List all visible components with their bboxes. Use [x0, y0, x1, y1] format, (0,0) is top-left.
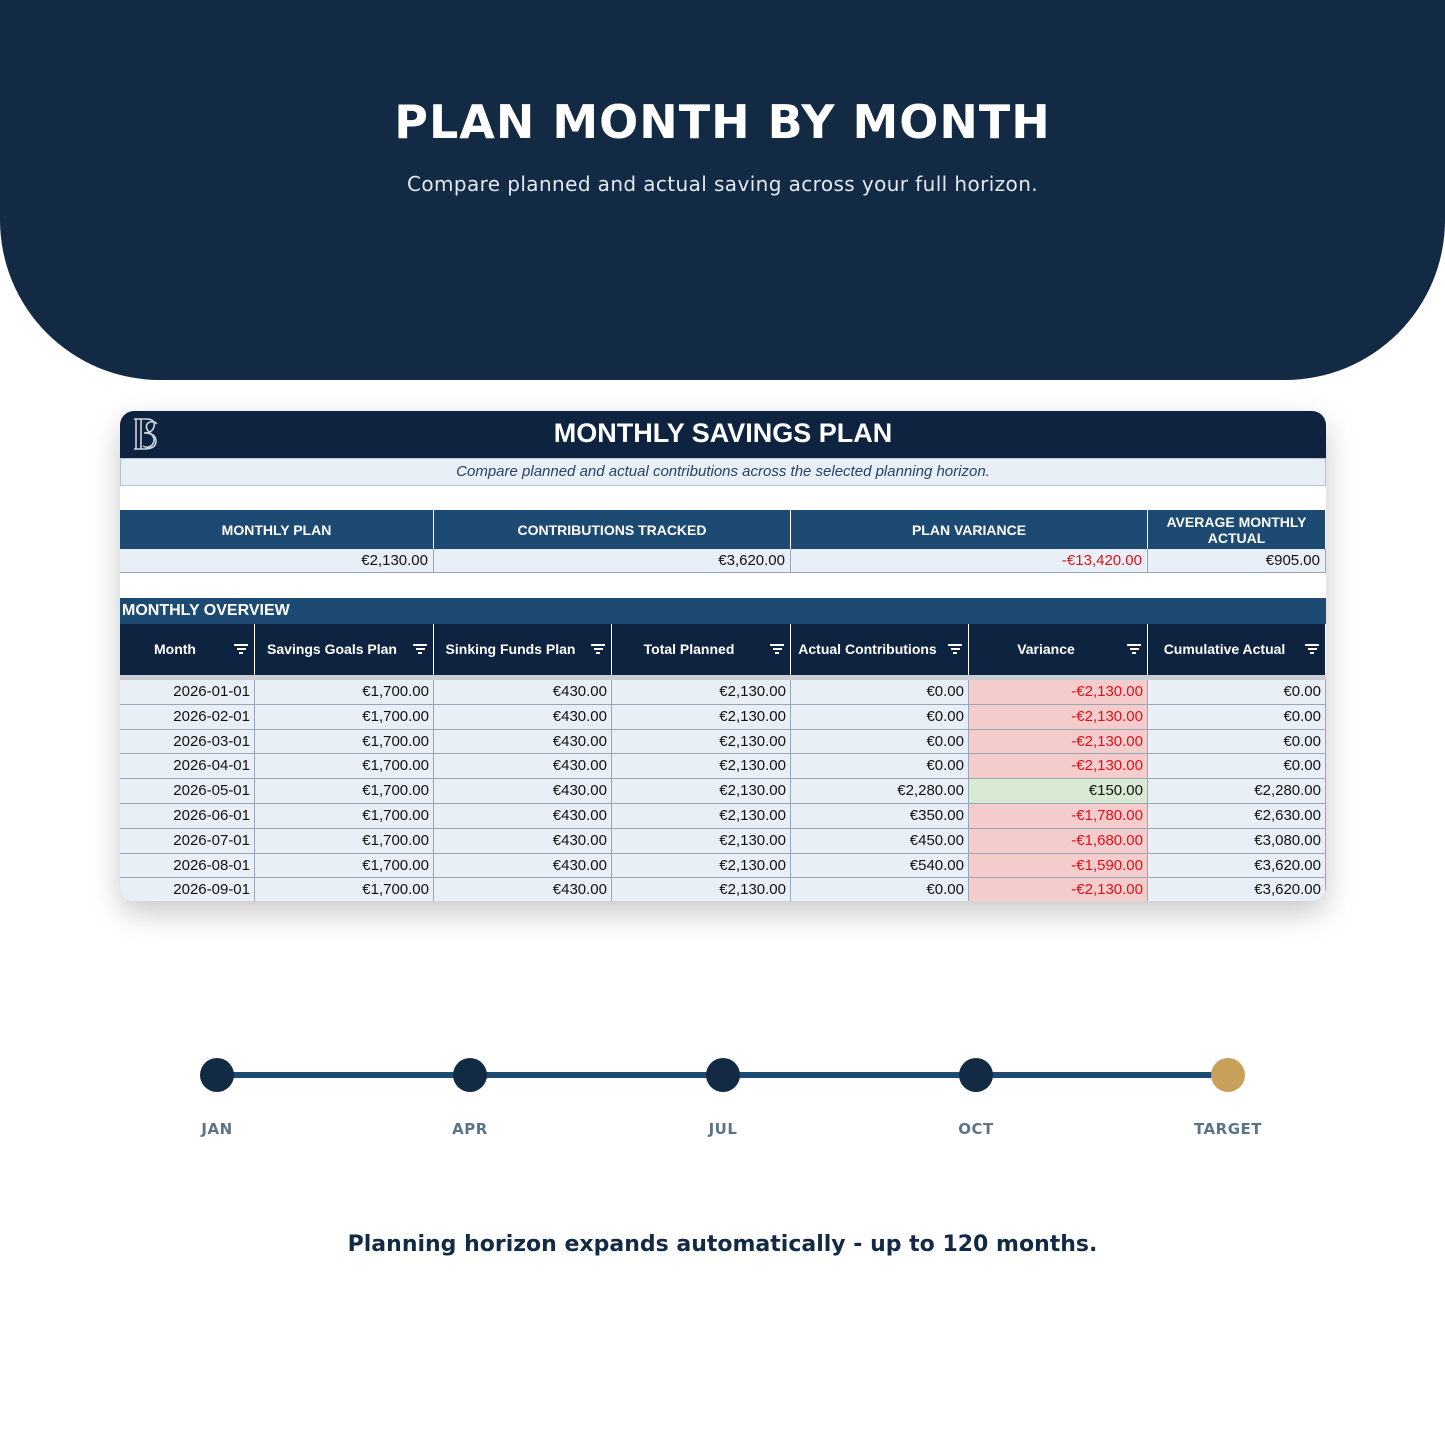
table-row — [120, 804, 1326, 829]
kpi-value-average-monthly-actual[interactable]: €905.00 — [1148, 549, 1326, 573]
cell-cumulative-actual[interactable]: €2,630.00 — [1148, 804, 1326, 829]
cell-sinking-funds-plan[interactable]: €430.00 — [434, 878, 612, 901]
timeline-dot-target — [1211, 1058, 1245, 1092]
timeline-label-target: TARGET — [1193, 1120, 1263, 1138]
filter-icon[interactable] — [948, 644, 962, 655]
cell-total-planned[interactable]: €2,130.00 — [612, 730, 791, 755]
cell-variance[interactable]: -€1,680.00 — [969, 829, 1148, 854]
cell-total-planned[interactable]: €2,130.00 — [612, 878, 791, 901]
kpi-value-contributions-tracked[interactable]: €3,620.00 — [434, 549, 791, 573]
column-header-label: Variance — [1017, 641, 1075, 657]
column-header-month[interactable] — [120, 624, 255, 675]
planning-timeline — [0, 1050, 1445, 1160]
cell-savings-goals-plan[interactable]: €1,700.00 — [255, 804, 434, 829]
cell-savings-goals-plan[interactable]: €1,700.00 — [255, 705, 434, 730]
sheet-subtitle: Compare planned and actual contributions across the selected planning horizon. — [120, 458, 1326, 486]
sheet-header — [120, 411, 1326, 458]
cell-actual-contributions[interactable]: €0.00 — [791, 730, 969, 755]
table-row — [120, 754, 1326, 779]
cell-savings-goals-plan[interactable]: €1,700.00 — [255, 730, 434, 755]
cell-month[interactable]: 2026-03-01 — [120, 730, 255, 755]
cell-savings-goals-plan[interactable]: €1,700.00 — [255, 680, 434, 705]
cell-sinking-funds-plan[interactable]: €430.00 — [434, 804, 612, 829]
filter-icon[interactable] — [1305, 644, 1319, 655]
cell-total-planned[interactable]: €2,130.00 — [612, 705, 791, 730]
cell-variance[interactable]: -€1,780.00 — [969, 804, 1148, 829]
cell-month[interactable]: 2026-08-01 — [120, 854, 255, 879]
kpi-value-plan-variance[interactable]: -€13,420.00 — [791, 549, 1148, 573]
column-header-savings-goals-plan[interactable] — [255, 624, 434, 675]
cell-month[interactable]: 2026-04-01 — [120, 754, 255, 779]
hero-title: PLAN MONTH BY MONTH — [394, 95, 1051, 149]
table-row — [120, 705, 1326, 730]
filter-icon[interactable] — [591, 644, 605, 655]
cell-total-planned[interactable]: €2,130.00 — [612, 854, 791, 879]
table-row — [120, 730, 1326, 755]
cell-month[interactable]: 2026-01-01 — [120, 680, 255, 705]
sheet-title: MONTHLY SAVINGS PLAN — [553, 418, 893, 448]
cell-variance[interactable]: -€2,130.00 — [969, 730, 1148, 755]
cell-sinking-funds-plan[interactable]: €430.00 — [434, 854, 612, 879]
hero-subtitle: Compare planned and actual saving across your full horizon. — [406, 172, 1039, 196]
cell-cumulative-actual[interactable]: €0.00 — [1148, 680, 1326, 705]
cell-sinking-funds-plan[interactable]: €430.00 — [434, 779, 612, 804]
cell-sinking-funds-plan[interactable]: €430.00 — [434, 829, 612, 854]
cell-actual-contributions[interactable]: €350.00 — [791, 804, 969, 829]
cell-month[interactable]: 2026-09-01 — [120, 878, 255, 901]
timeline-dot-jul — [706, 1058, 740, 1092]
table-row — [120, 829, 1326, 854]
cell-month[interactable]: 2026-06-01 — [120, 804, 255, 829]
column-header-label: Sinking Funds Plan — [445, 641, 576, 657]
cell-savings-goals-plan[interactable]: €1,700.00 — [255, 854, 434, 879]
column-header-label: Actual Contributions — [798, 641, 937, 657]
cell-sinking-funds-plan[interactable]: €430.00 — [434, 730, 612, 755]
timeline-label-apr: APR — [452, 1120, 488, 1138]
filter-icon[interactable] — [413, 644, 427, 655]
column-header-total-planned[interactable] — [612, 624, 791, 675]
cell-total-planned[interactable]: €2,130.00 — [612, 779, 791, 804]
kpi-label-average-monthly-actual: AVERAGE MONTHLY ACTUAL — [1148, 510, 1326, 549]
column-header-label: Month — [154, 641, 196, 657]
filter-icon[interactable] — [1127, 644, 1141, 655]
column-header-cumulative-actual[interactable] — [1148, 624, 1326, 675]
kpi-label-monthly-plan: MONTHLY PLAN — [120, 510, 434, 549]
cell-savings-goals-plan[interactable]: €1,700.00 — [255, 829, 434, 854]
filter-icon[interactable] — [234, 644, 248, 655]
timeline-label-oct: OCT — [958, 1120, 994, 1138]
cell-cumulative-actual[interactable]: €0.00 — [1148, 705, 1326, 730]
column-header-sinking-funds-plan[interactable] — [434, 624, 612, 675]
spreadsheet-preview — [120, 411, 1326, 901]
cell-variance[interactable]: -€1,590.00 — [969, 854, 1148, 879]
column-header-label: Savings Goals Plan — [267, 641, 397, 657]
kpi-header-row — [120, 510, 1326, 549]
cell-actual-contributions[interactable]: €0.00 — [791, 680, 969, 705]
timeline-dot-apr — [453, 1058, 487, 1092]
cell-cumulative-actual[interactable]: €3,620.00 — [1148, 878, 1326, 901]
kpi-value-monthly-plan[interactable]: €2,130.00 — [120, 549, 434, 573]
cell-cumulative-actual[interactable]: €0.00 — [1148, 730, 1326, 755]
cell-actual-contributions[interactable]: €540.00 — [791, 854, 969, 879]
kpi-value-row — [120, 549, 1326, 573]
cell-actual-contributions[interactable]: €450.00 — [791, 829, 969, 854]
cell-variance[interactable]: €150.00 — [969, 779, 1148, 804]
cell-total-planned[interactable]: €2,130.00 — [612, 754, 791, 779]
hero-banner — [0, 0, 1445, 380]
cell-variance[interactable]: -€2,130.00 — [969, 705, 1148, 730]
table-row — [120, 779, 1326, 804]
cell-sinking-funds-plan[interactable]: €430.00 — [434, 705, 612, 730]
cell-actual-contributions[interactable]: €0.00 — [791, 878, 969, 901]
footer-note: Planning horizon expands automatically - up to 120 months. — [347, 1232, 1098, 1257]
cell-sinking-funds-plan[interactable]: €430.00 — [434, 754, 612, 779]
cell-month[interactable]: 2026-05-01 — [120, 779, 255, 804]
section-title-monthly-overview: MONTHLY OVERVIEW — [120, 598, 1326, 624]
column-header-actual-contributions[interactable] — [791, 624, 969, 675]
kpi-label-contributions-tracked: CONTRIBUTIONS TRACKED — [434, 510, 791, 549]
table-row — [120, 878, 1326, 901]
timeline-label-jan: JAN — [201, 1120, 233, 1138]
timeline-label-jul: JUL — [708, 1120, 738, 1138]
cell-total-planned[interactable]: €2,130.00 — [612, 829, 791, 854]
cell-actual-contributions[interactable]: €2,280.00 — [791, 779, 969, 804]
kpi-label-plan-variance: PLAN VARIANCE — [791, 510, 1148, 549]
table-body — [120, 680, 1326, 901]
cell-month[interactable]: 2026-02-01 — [120, 705, 255, 730]
column-header-label: Total Planned — [643, 641, 735, 657]
cell-variance[interactable]: -€2,130.00 — [969, 754, 1148, 779]
column-header-variance[interactable] — [969, 624, 1148, 675]
cell-total-planned[interactable]: €2,130.00 — [612, 680, 791, 705]
filter-icon[interactable] — [770, 644, 784, 655]
cell-cumulative-actual[interactable]: €0.00 — [1148, 754, 1326, 779]
cell-month[interactable]: 2026-07-01 — [120, 829, 255, 854]
table-row — [120, 854, 1326, 879]
cell-savings-goals-plan[interactable]: €1,700.00 — [255, 878, 434, 901]
cell-savings-goals-plan[interactable]: €1,700.00 — [255, 779, 434, 804]
cell-cumulative-actual[interactable]: €3,080.00 — [1148, 829, 1326, 854]
table-row — [120, 680, 1326, 705]
cell-cumulative-actual[interactable]: €2,280.00 — [1148, 779, 1326, 804]
cell-savings-goals-plan[interactable]: €1,700.00 — [255, 754, 434, 779]
cell-sinking-funds-plan[interactable]: €430.00 — [434, 680, 612, 705]
cell-actual-contributions[interactable]: €0.00 — [791, 705, 969, 730]
column-header-label: Cumulative Actual — [1163, 641, 1286, 657]
table-header-row — [120, 624, 1326, 675]
cell-cumulative-actual[interactable]: €3,620.00 — [1148, 854, 1326, 879]
timeline-dot-jan — [200, 1058, 234, 1092]
cell-actual-contributions[interactable]: €0.00 — [791, 754, 969, 779]
timeline-dot-oct — [959, 1058, 993, 1092]
cell-variance[interactable]: -€2,130.00 — [969, 878, 1148, 901]
cell-variance[interactable]: -€2,130.00 — [969, 680, 1148, 705]
cell-total-planned[interactable]: €2,130.00 — [612, 804, 791, 829]
